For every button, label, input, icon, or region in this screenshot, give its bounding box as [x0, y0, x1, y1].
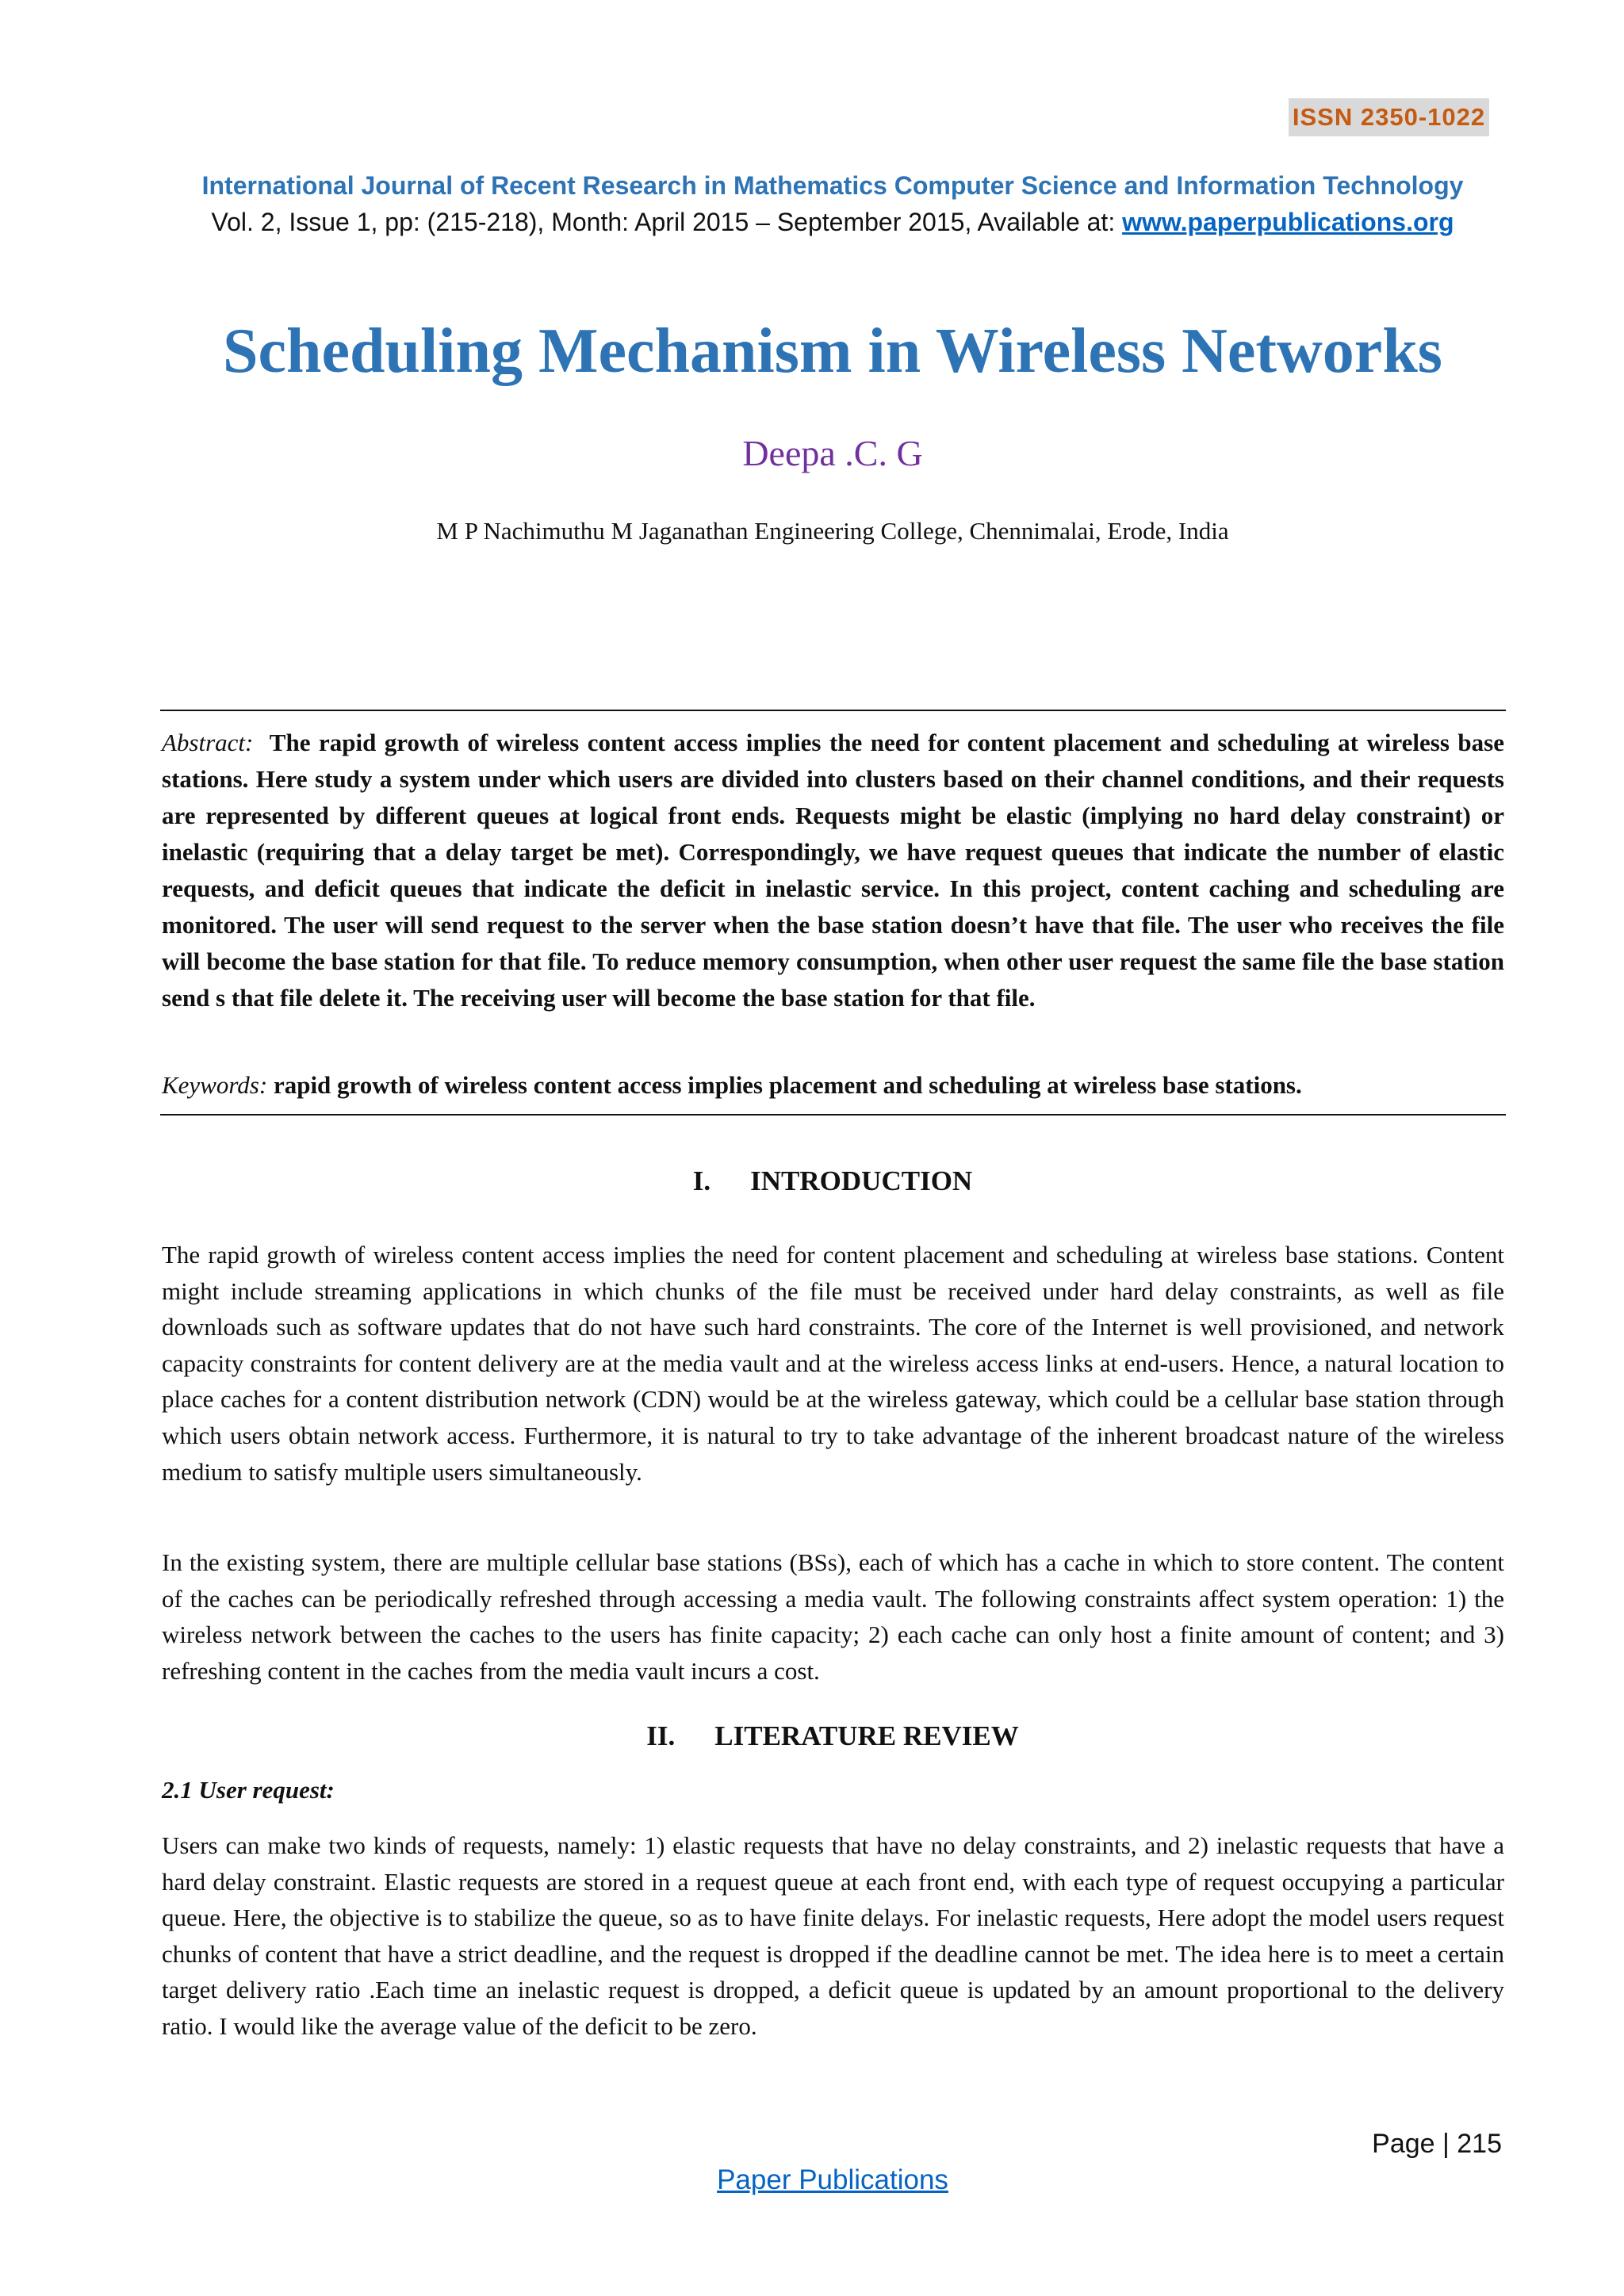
section-title: INTRODUCTION: [750, 1165, 973, 1196]
abstract: [162, 725, 1504, 1016]
volume-line: [0, 208, 1624, 237]
paper-title: Scheduling Mechanism in Wireless Networks: [223, 316, 1442, 386]
section-title: LITERATURE REVIEW: [714, 1720, 1019, 1751]
section-number: II.: [646, 1720, 676, 1751]
intro-paragraph-2: In the existing system, there are multiple cellular base stations (BSs), each of which has a cache in which to store content. The content of the caches can be periodically refreshed through accessing a media vault. The following constraints affect system operation: 1) the wireless network between the caches to the users has finite capacity; 2) each cache can only host a finite amount of content; and 3) refreshing content in the caches from the media vault incurs a cost.: [162, 1548, 1504, 1685]
keywords-text: rapid growth of wireless content access implies placement and scheduling at wireless base stations.: [273, 1071, 1302, 1099]
keywords: [162, 1067, 1504, 1104]
publisher-link[interactable]: Paper Publications: [717, 2164, 948, 2195]
issn-badge: ISSN 2350-1022: [1289, 98, 1489, 136]
author-name: Deepa .C. G: [742, 433, 923, 473]
intro-paragraph-1: The rapid growth of wireless content access implies the need for content placement and scheduling at wireless base stations. Content might include streaming applications in which chunks of the file must be received under hard delay constraints, as well as file downloads such as software updates that do not have such hard constraints. The core of the Internet is well provisioned, and network capacity constraints for content delivery are at the media vault and at the wireless access links at end-users. Hence, a natural location to place caches for a content distribution network (CDN) would be at the wireless gateway, which could be a cellular base station through which users obtain network access. Furthermore, it is natural to try to take advantage of the inherent broadcast nature of the wireless medium to satisfy multiple users simultaneously.: [162, 1241, 1504, 1486]
keywords-label: Keywords:: [162, 1071, 268, 1099]
section-heading-literature-review: [0, 1720, 1624, 1752]
page-number: Page | 215: [1372, 2129, 1502, 2159]
section-number: I.: [692, 1165, 711, 1196]
volume-info: Vol. 2, Issue 1, pp: (215-218), Month: April 2015 – September 2015, Available at:: [211, 208, 1123, 236]
abstract-top-divider: [160, 710, 1506, 711]
subsection-heading: 2.1 User request:: [162, 1776, 335, 1804]
abstract-label: Abstract:: [162, 729, 254, 756]
journal-name: International Journal of Recent Research in Mathematics Computer Science and Information Technology: [201, 171, 1464, 200]
section-heading-introduction: [0, 1165, 1624, 1197]
abstract-bottom-divider: [160, 1114, 1506, 1115]
abstract-text: The rapid growth of wireless content access implies the need for content placement and scheduling at wireless base stations. Here study a system under which users are divided into clusters based on their channel conditions, and their requests are represented by different queues at logical front ends. Requests might be elastic (implying no hard delay constraint) or inelastic (requiring that a delay target be met). Correspondingly, we have request queues that indicate the number of elastic requests, and deficit queues that indicate the deficit in inelastic service. In this project, content caching and scheduling are monitored. The user will send request to the server when the base station doesn’t have that file. The user who receives the file will become the base station for that file. To reduce memory consumption, when other user request the same file the base station send s that file delete it. The receiving user will become the base station for that file.: [162, 729, 1504, 1012]
literature-paragraph-1: Users can make two kinds of requests, namely: 1) elastic requests that have no delay constraints, and 2) inelastic requests that have a hard delay constraint. Elastic requests are stored in a request queue at each front end, with each type of request occupying a particular queue. Here, the objective is to stabilize the queue, so as to have finite delays. For inelastic requests, Here adopt the model users request chunks of content that have a strict deadline, and the request is dropped if the deadline cannot be met. The idea here is to meet a certain target delivery ratio .Each time an inelastic request is dropped, a deficit queue is updated by an amount proportional to the delivery ratio. I would like the average value of the deficit to be zero.: [162, 1831, 1504, 2040]
website-link[interactable]: www.paperpublications.org: [1122, 208, 1454, 236]
author-affiliation: M P Nachimuthu M Jaganathan Engineering College, Chennimalai, Erode, India: [436, 517, 1229, 545]
